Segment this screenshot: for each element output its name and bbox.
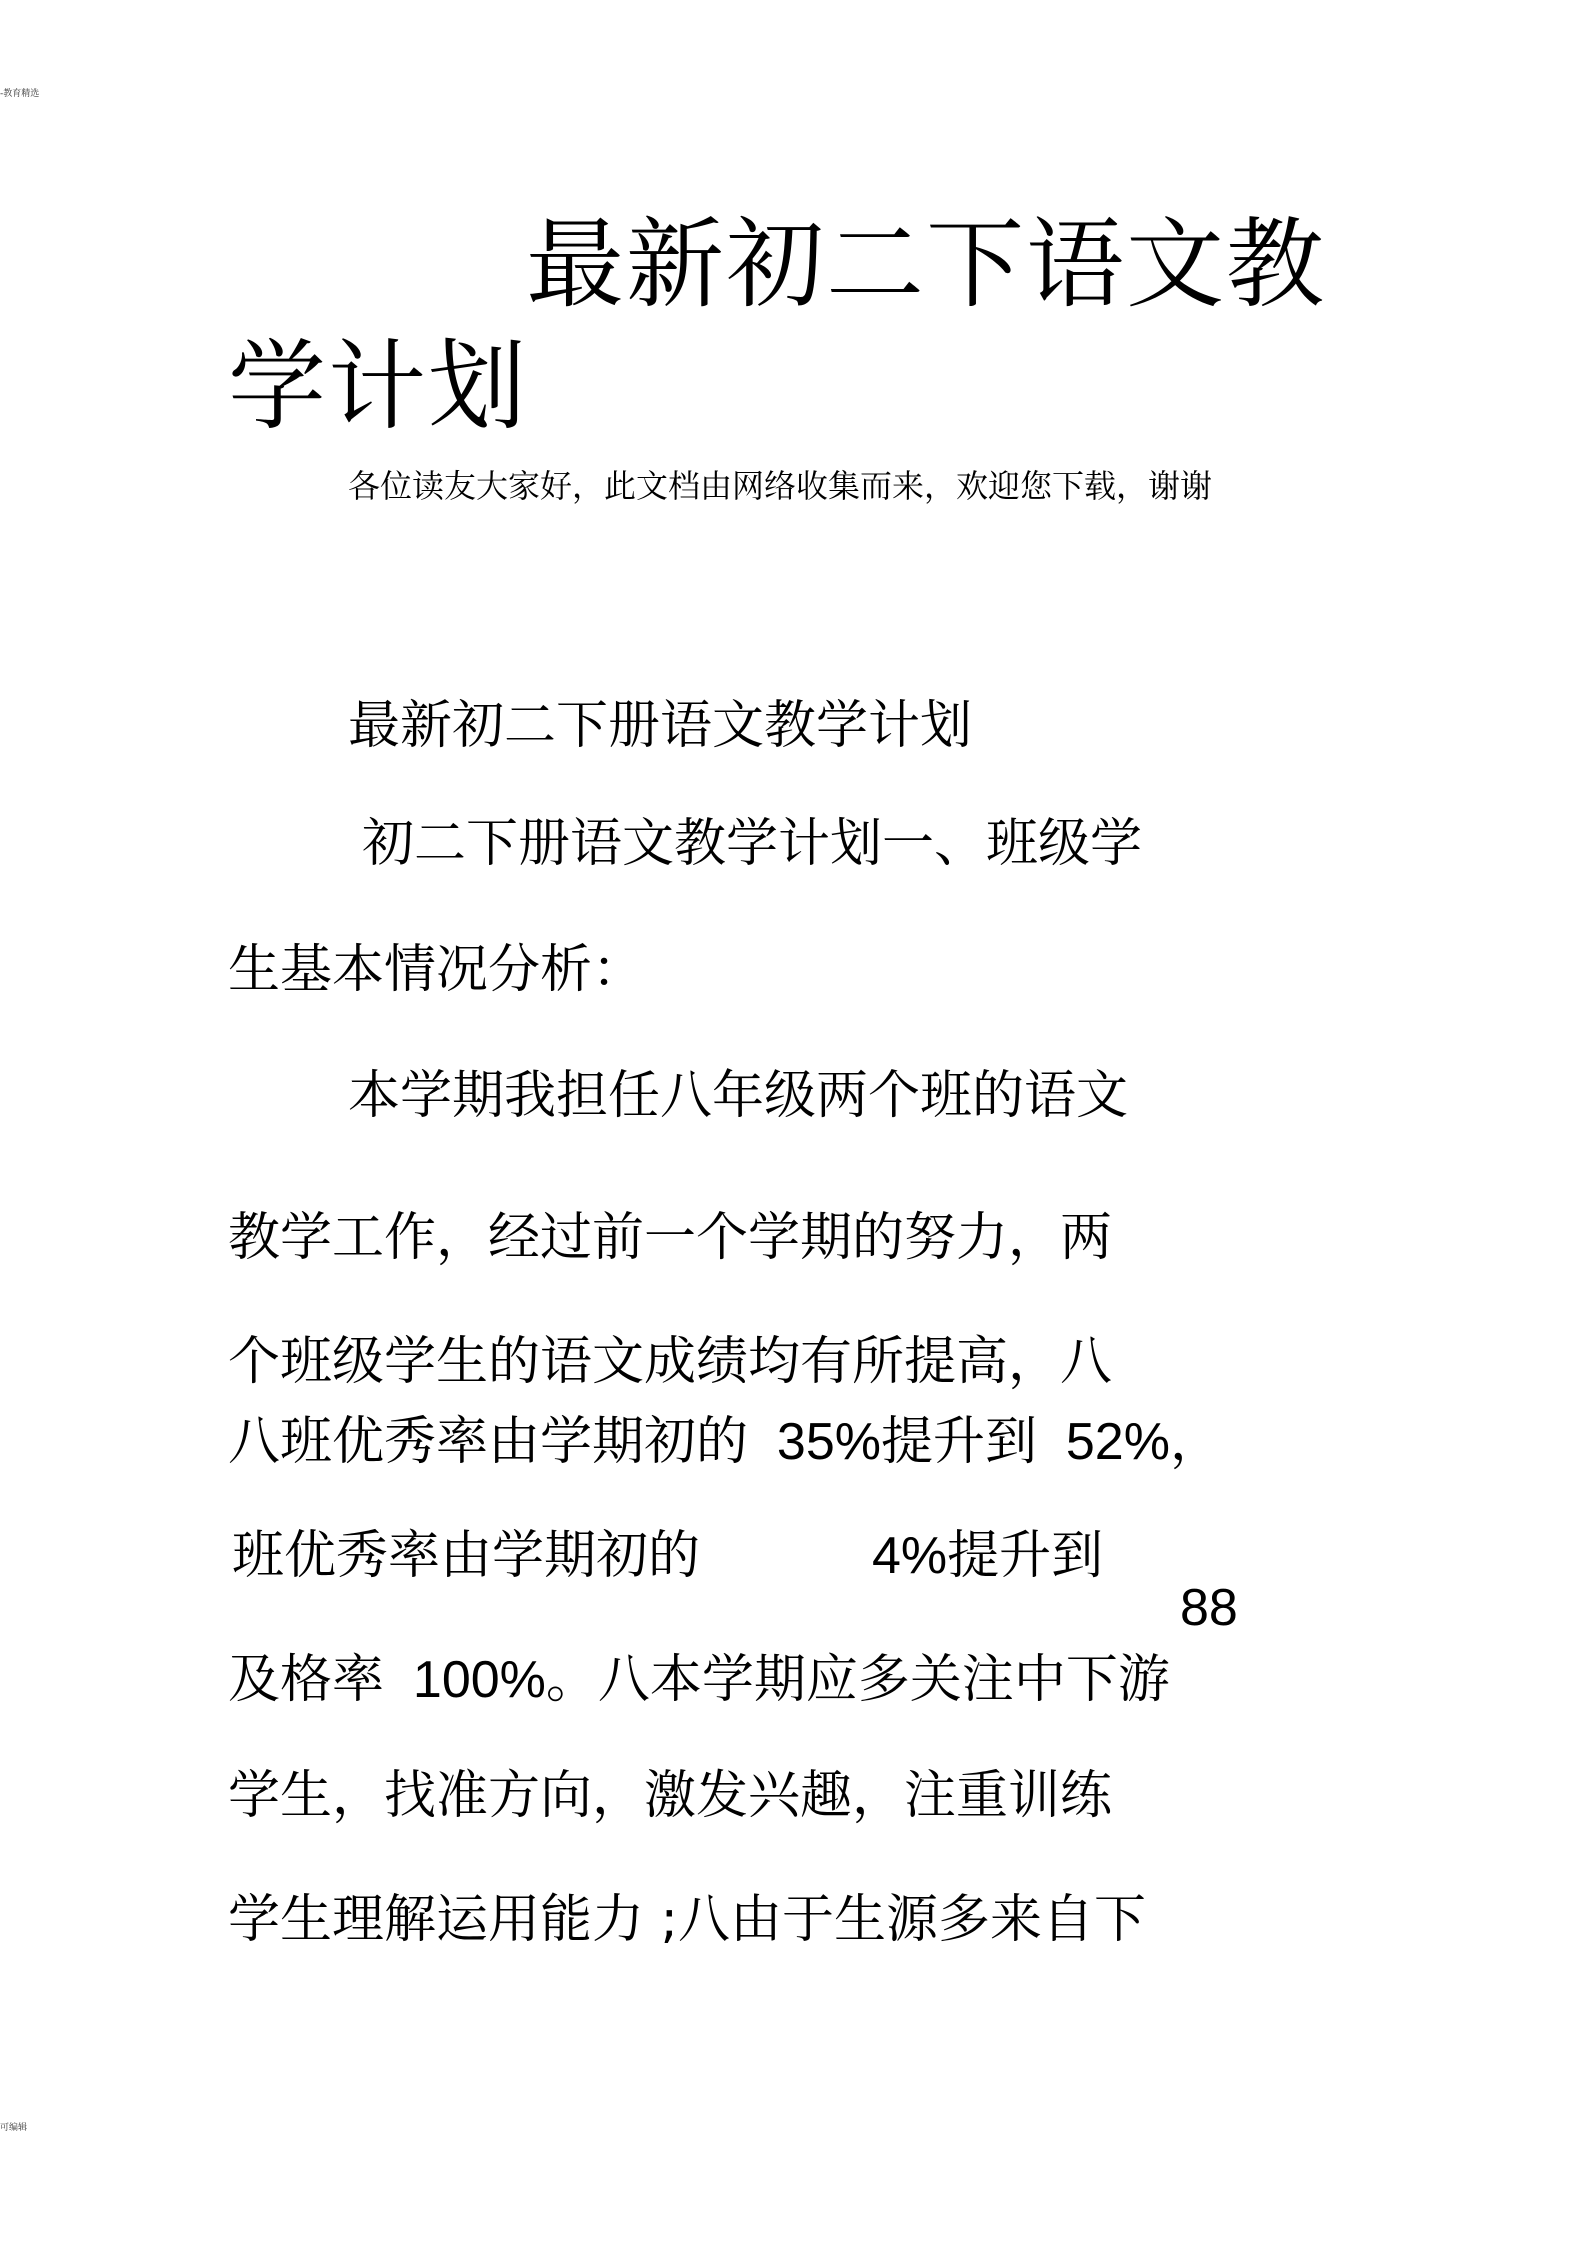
watermark-bottom: 可编辑	[0, 2123, 28, 2133]
body-line-5: 教学工作，经过前一个学期的努力，两	[228, 1208, 1113, 1268]
document-title-line-1: 最新初二下语文教	[526, 208, 1327, 322]
body-line-7: 八班优秀率由学期初的 35%提升到 52%，	[228, 1413, 1222, 1471]
body-line-3: 生基本情况分析：	[228, 940, 645, 1000]
body-line-8-suffix: 4%提升到	[872, 1527, 1104, 1585]
body-line-11: 学生理解运用能力 ;八由于生源多来自下	[228, 1890, 1147, 1950]
document-title-line-2: 学计划	[228, 330, 529, 444]
body-line-9: 及格率 100%。八本学期应多关注中下游	[228, 1651, 1170, 1709]
body-line-1: 最新初二下册语文教学计划	[348, 696, 973, 756]
greeting-text: 各位读友大家好，此文档由网络收集而来，欢迎您下载，谢谢	[348, 467, 1213, 505]
body-line-2: 初二下册语文教学计划一、班级学	[362, 814, 1143, 874]
body-line-8: 班优秀率由学期初的	[232, 1526, 701, 1586]
body-line-10: 学生，找准方向，激发兴趣，注重训练	[228, 1766, 1113, 1826]
body-line-6: 个班级学生的语文成绩均有所提高，八	[228, 1332, 1113, 1392]
stray-number: 88	[1180, 1579, 1238, 1637]
watermark-top: -教育精选	[0, 89, 40, 99]
body-line-4: 本学期我担任八年级两个班的语文	[348, 1066, 1129, 1126]
